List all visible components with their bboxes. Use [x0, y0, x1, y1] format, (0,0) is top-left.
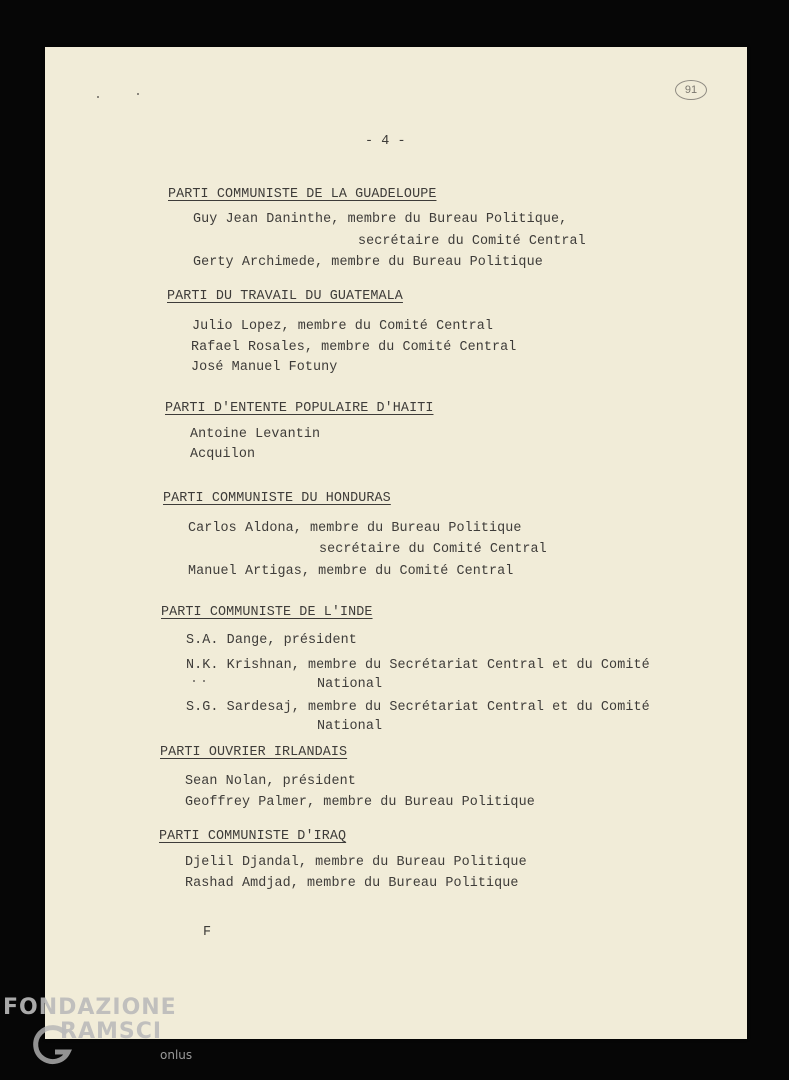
section-heading: PARTI COMMUNISTE DU HONDURAS: [163, 491, 391, 506]
member-line: National: [317, 719, 383, 734]
member-line: Acquilon: [190, 447, 256, 462]
watermark-line-1: FONDAZIONE: [3, 995, 177, 1020]
member-line: Sean Nolan, président: [185, 774, 356, 789]
paper-speck: [137, 93, 139, 95]
section-heading: PARTI COMMUNISTE D'IRAQ: [159, 829, 347, 844]
section-heading: PARTI COMMUNISTE DE L'INDE: [161, 605, 373, 620]
paper-speck: [193, 680, 195, 682]
member-line: Geoffrey Palmer, membre du Bureau Politique: [185, 795, 535, 810]
section-heading: PARTI DU TRAVAIL DU GUATEMALA: [167, 289, 403, 304]
member-line: Antoine Levantin: [190, 427, 321, 442]
member-line: secrétaire du Comité Central: [358, 234, 586, 249]
member-line: National: [317, 677, 383, 692]
member-line: Rafael Rosales, membre du Comité Central: [191, 340, 517, 355]
watermark-line-2: RAMSCI: [60, 1019, 163, 1044]
member-line: Julio Lopez, membre du Comité Central: [192, 319, 494, 334]
member-line: S.G. Sardesaj, membre du Secrétariat Central et du Comité: [186, 700, 650, 715]
member-line: secrétaire du Comité Central: [319, 542, 547, 557]
member-line: Guy Jean Daninthe, membre du Bureau Politique,: [193, 212, 568, 227]
section-heading: PARTI D'ENTENTE POPULAIRE D'HAITI: [165, 401, 434, 416]
member-line: José Manuel Fotuny: [191, 360, 338, 375]
member-line: Gerty Archimede, membre du Bureau Politique: [193, 255, 543, 270]
member-line: Carlos Aldona, membre du Bureau Politique: [188, 521, 522, 536]
footer-letter: F: [203, 925, 212, 940]
section-heading: PARTI OUVRIER IRLANDAIS: [160, 745, 348, 760]
archive-number-stamp: 91: [675, 80, 707, 100]
watermark-line-3: onlus: [160, 1048, 193, 1062]
section-heading: PARTI COMMUNISTE DE LA GUADELOUPE: [168, 187, 437, 202]
paper-speck: [203, 680, 205, 682]
member-line: N.K. Krishnan, membre du Secrétariat Central et du Comité: [186, 658, 650, 673]
document-page: [45, 47, 747, 1039]
member-line: S.A. Dange, président: [186, 633, 357, 648]
member-line: Rashad Amdjad, membre du Bureau Politique: [185, 876, 519, 891]
member-line: Djelil Djandal, membre du Bureau Politique: [185, 855, 527, 870]
page-number: - 4 -: [365, 134, 406, 149]
paper-speck: [97, 96, 99, 98]
member-line: Manuel Artigas, membre du Comité Central: [188, 564, 514, 579]
